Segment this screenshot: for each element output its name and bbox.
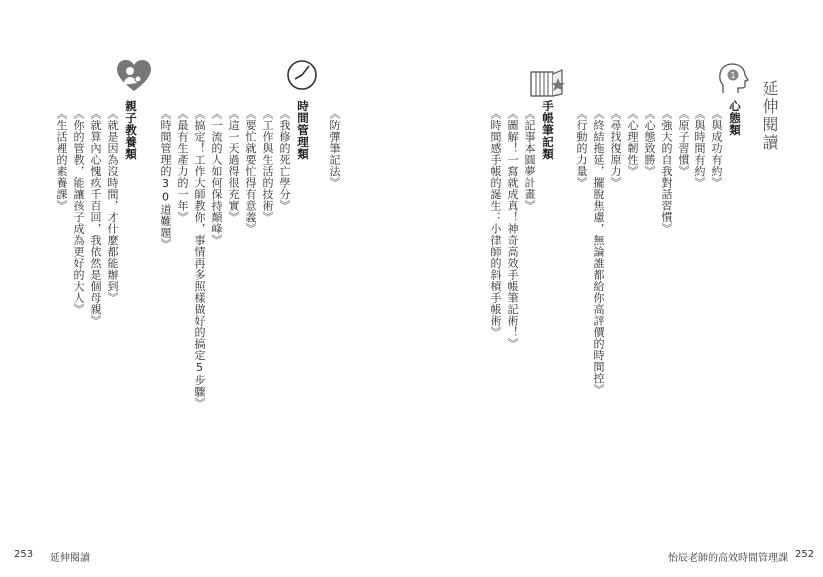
book-title: 《圖解！一寫就成真！神奇高效手帳筆記術！》: [506, 108, 519, 350]
book-title: 《要忙就要忙得有意義》: [244, 108, 257, 235]
left-page-number: 253: [14, 549, 34, 560]
book-title: 《防彈筆記法》: [328, 108, 341, 189]
category-mindset: 心態類: [728, 100, 742, 136]
right-running-head: 怡辰老師的高效時間管理課: [668, 553, 788, 564]
clock-icon: [285, 58, 319, 92]
book-title: 《強大的自我對話習慣》: [660, 108, 673, 235]
book-title: 《心理韌性》: [626, 108, 639, 177]
notebook-star-icon: [528, 66, 568, 100]
category-parenting: 親子教養類: [124, 100, 138, 160]
heart-person-icon: [113, 57, 155, 95]
book-title: 《與時間有約》: [693, 108, 706, 189]
left-running-head: 延伸閱讀: [50, 553, 90, 564]
book-title: 《就算內心愧疚千百回，我依然是個母親》: [89, 108, 102, 327]
right-page-number: 252: [795, 549, 815, 560]
section-title: 延伸閱讀: [760, 80, 779, 152]
book-title: 《記事本圓夢計畫》: [523, 108, 536, 212]
book-title: 《終結拖延，擺脫焦慮，無論誰都給你高評價的時間控》: [592, 108, 605, 396]
book-title: 《時間感手帳的誕生：小律師的斜槓手帳術》: [489, 108, 502, 338]
book-title: 《就是因為沒時間，才什麼都能辦到》: [106, 108, 119, 304]
category-notebook: 手帳筆記類: [541, 100, 555, 160]
book-title: 《尋找復原力》: [609, 108, 622, 189]
book-title: 《心態致勝》: [643, 108, 656, 177]
category-time-management: 時間管理類: [296, 100, 310, 160]
badge-number: 1: [730, 71, 736, 80]
book-title: 《搞定！工作大師教你，事情再多照樣做好的搞定5步驟》: [193, 108, 206, 409]
book-title: 《我修的死亡學分》: [278, 108, 291, 212]
book-title: 《與成功有約》: [710, 108, 723, 189]
book-title: 《最有生產力的一年》: [176, 108, 189, 223]
book-title: 《原子習慣》: [677, 108, 690, 177]
book-title: 《時間管理的30道難題》: [159, 108, 172, 250]
book-title: 《這一天過得很充實》: [227, 108, 240, 223]
book-title: 《生活裡的素養課》: [55, 108, 68, 212]
book-title: 《你的管教，能讓孩子成為更好的大人》: [72, 108, 85, 315]
book-title: 《行動的力量》: [575, 108, 588, 189]
head-bulb-icon: [716, 60, 750, 96]
book-title: 《工作與生活的技術》: [261, 108, 274, 223]
book-title: 《一流的人如何保持顛峰》: [210, 108, 223, 246]
